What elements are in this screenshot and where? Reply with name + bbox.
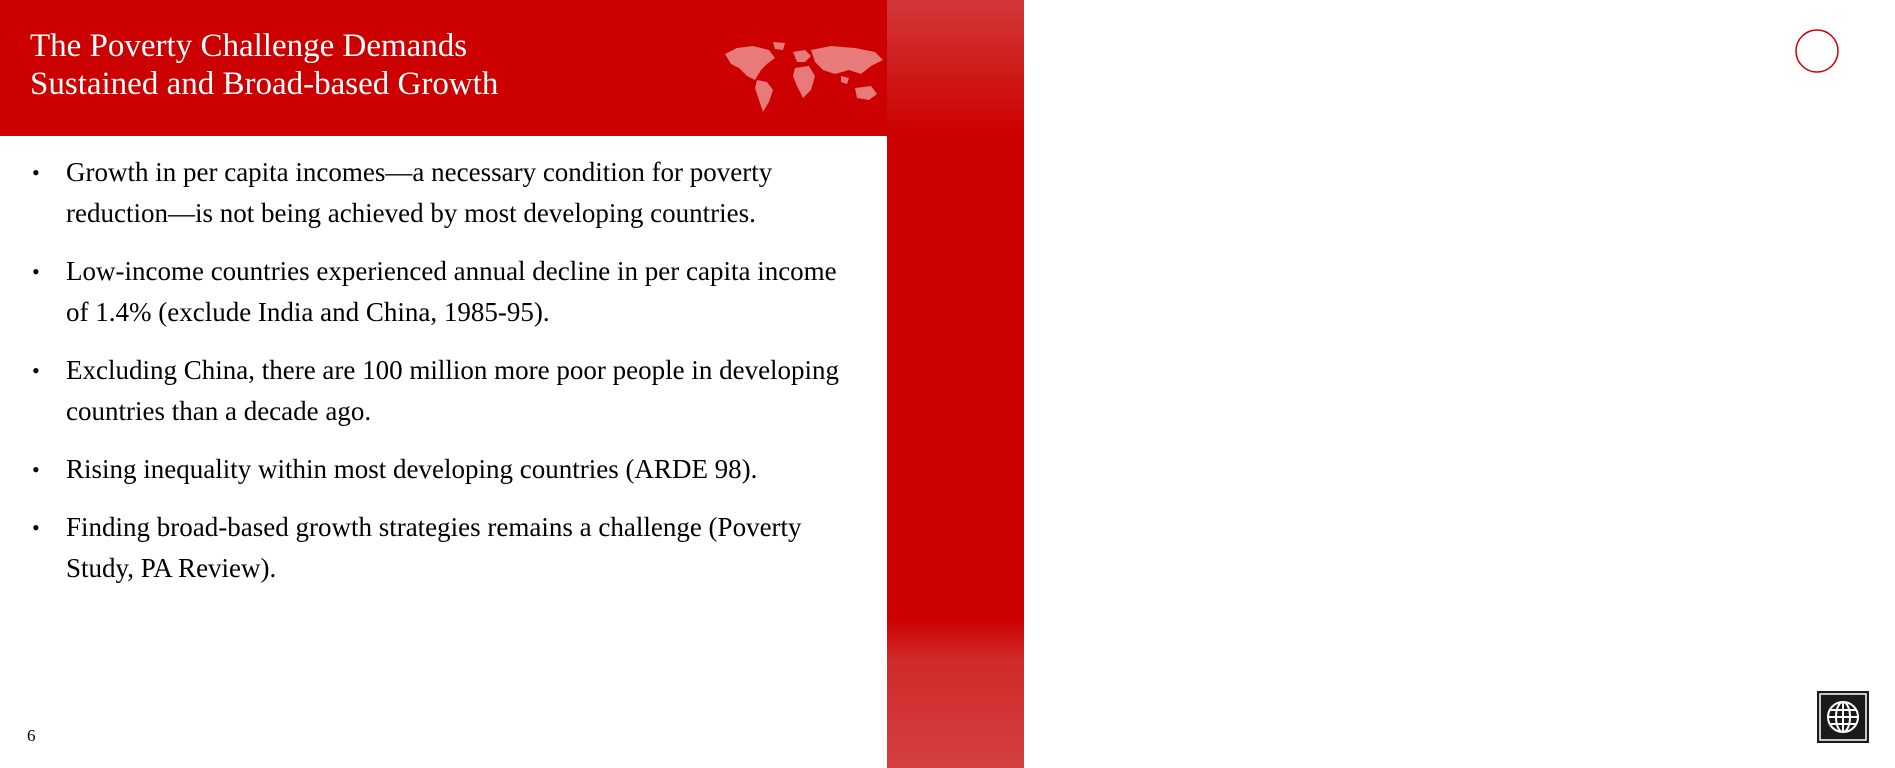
bullet-text: Rising inequality within most developing countries (ARDE 98). (66, 454, 758, 484)
bullet-dot: • (32, 358, 40, 383)
bullet-text: Finding broad-based growth strategies remains a challenge (Poverty Study, PA Review). (66, 512, 802, 583)
bullet-text: Growth in per capita incomes—a necessary condition for poverty reduction—is not being achieved by most developing countries. (66, 157, 773, 228)
bullet-dot: • (32, 160, 40, 185)
bullet-item (30, 449, 860, 490)
bullet-item (30, 251, 860, 333)
bullet-list (30, 152, 860, 606)
slide-header (0, 0, 887, 136)
bullet-dot: • (32, 515, 40, 540)
title-line-1: The Poverty Challenge Demands (30, 28, 468, 64)
bullet-text: Low-income countries experienced annual decline in per capita income of 1.4% (exclude India and China, 1985-95). (66, 256, 837, 327)
bullet-dot: • (32, 259, 40, 284)
title-line-2: Sustained and Broad-based Growth (30, 66, 499, 102)
world-map-icon (723, 40, 885, 112)
bullet-item (30, 350, 860, 432)
side-panel (887, 0, 1847, 768)
slide-title (30, 27, 498, 103)
oed-logo-text: OED (1844, 76, 1847, 77)
bullet-text: Excluding China, there are 100 million more poor people in developing countries than a decade ago. (66, 355, 840, 426)
bullet-dot: • (32, 457, 40, 482)
page-number: 6 (27, 726, 36, 745)
world-bank-globe-icon (1817, 691, 1869, 743)
oed-logo (1793, 26, 1895, 76)
bullet-item (30, 152, 860, 234)
bullet-item (30, 507, 860, 589)
